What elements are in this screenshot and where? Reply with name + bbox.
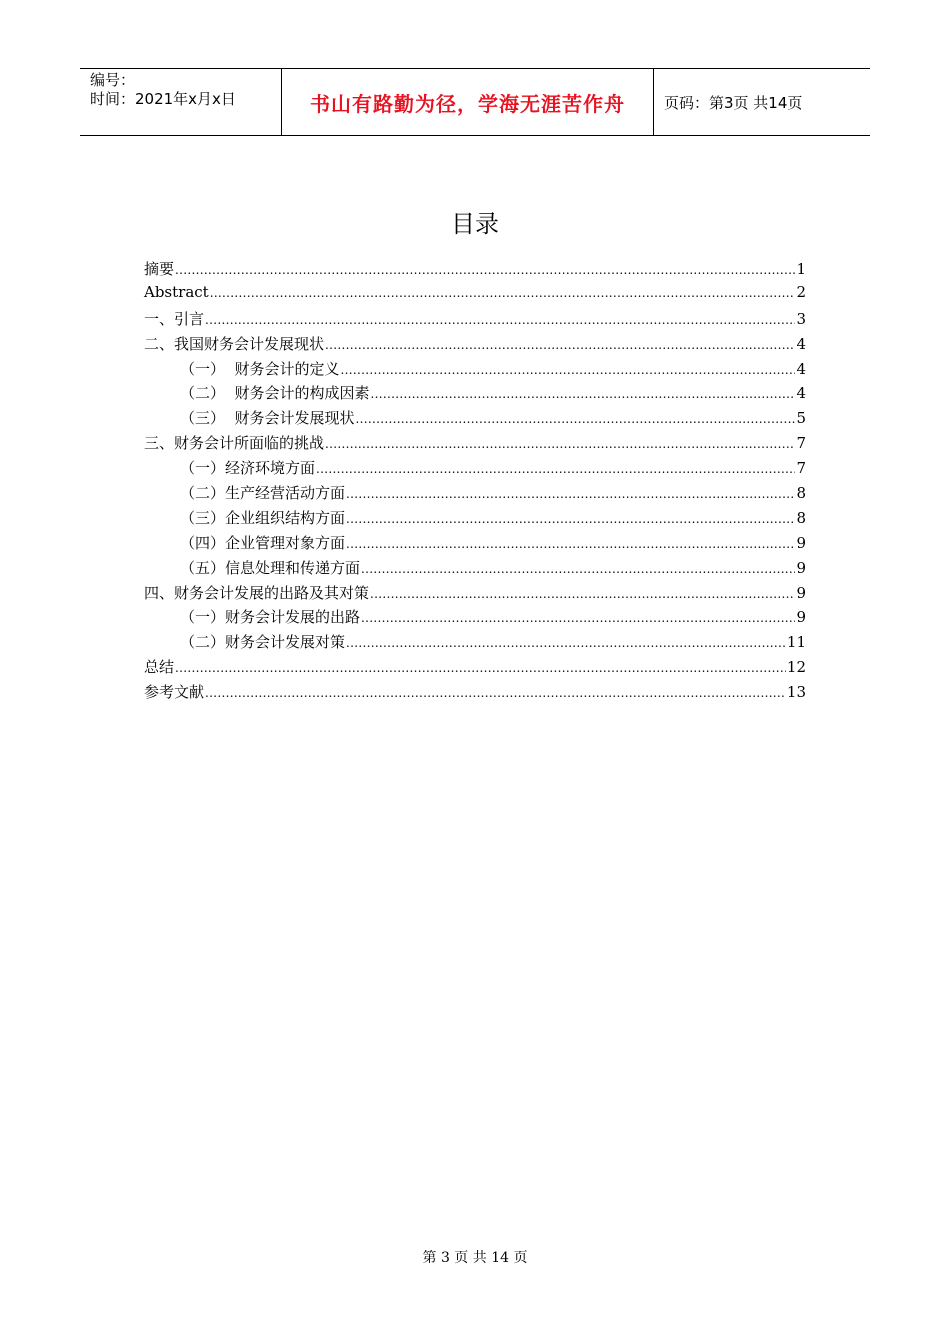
toc-leader xyxy=(346,487,795,501)
toc-leader xyxy=(361,611,795,625)
toc-entry-page: 8 xyxy=(796,484,806,503)
toc-entry-page: 4 xyxy=(796,384,806,403)
footer-page-number: 第 3 页 共 14 页 xyxy=(422,1250,528,1266)
header-page-info: 页码：第3页 共14页 xyxy=(664,93,803,112)
toc-entry-page: 5 xyxy=(796,409,806,428)
toc-entry-page: 4 xyxy=(796,334,806,353)
toc-entry-label: （五）信息处理和传递方面 xyxy=(180,558,361,577)
toc-entry[interactable] xyxy=(144,582,806,607)
toc-entry-page: 1 xyxy=(796,260,806,278)
toc-entry[interactable] xyxy=(144,482,806,507)
toc-entry[interactable] xyxy=(144,258,806,283)
toc-entry-label: Abstract xyxy=(144,282,209,301)
toc-entry[interactable] xyxy=(144,557,806,582)
toc-leader xyxy=(370,587,795,601)
toc-entry-page: 4 xyxy=(796,359,806,378)
toc-title: 目录 xyxy=(451,210,499,238)
table-of-contents xyxy=(144,258,806,706)
toc-leader xyxy=(175,661,786,675)
page-footer xyxy=(0,1247,950,1267)
toc-entry[interactable] xyxy=(144,333,806,358)
toc-leader xyxy=(175,263,795,277)
toc-entry[interactable] xyxy=(144,507,806,532)
toc-leader xyxy=(361,562,795,576)
toc-entry[interactable] xyxy=(144,457,806,482)
toc-leader xyxy=(325,437,795,451)
toc-entry[interactable] xyxy=(144,532,806,557)
header-page-cell xyxy=(654,69,870,135)
motto-text: 书山有路勤为径，学海无涯苦作舟 xyxy=(310,91,625,116)
toc-entry-label: （四）企业管理对象方面 xyxy=(180,533,346,552)
toc-entry-page: 11 xyxy=(786,633,806,652)
toc-entry-page: 7 xyxy=(796,434,806,453)
toc-entry[interactable] xyxy=(144,358,806,383)
toc-entry-label: 四、财务会计发展的出路及其对策 xyxy=(144,583,370,602)
toc-leader xyxy=(205,313,795,327)
toc-entry-label: （二）财务会计发展对策 xyxy=(180,633,346,652)
toc-leader xyxy=(346,537,795,551)
toc-entry-page: 9 xyxy=(796,583,806,602)
toc-entry-label: （二）生产经营活动方面 xyxy=(180,484,346,503)
toc-entry-label: 三、财务会计所面临的挑战 xyxy=(144,434,325,453)
toc-entry-label: （三） 财务会计发展现状 xyxy=(180,409,355,428)
header-meta-cell xyxy=(80,69,281,135)
toc-leader xyxy=(356,412,796,426)
toc-leader xyxy=(346,636,786,650)
toc-entry-page: 12 xyxy=(786,658,806,677)
toc-entry[interactable] xyxy=(144,432,806,457)
toc-leader xyxy=(346,512,795,526)
toc-entry[interactable] xyxy=(144,382,806,407)
toc-entry-label: 摘要 xyxy=(144,260,175,278)
toc-entry[interactable] xyxy=(144,407,806,432)
document-header xyxy=(80,68,870,136)
toc-entry-label: （一）经济环境方面 xyxy=(180,459,316,478)
toc-leader xyxy=(210,286,796,300)
toc-entry-page: 7 xyxy=(796,459,806,478)
toc-entry-page: 9 xyxy=(796,533,806,552)
toc-entry[interactable] xyxy=(144,656,806,681)
toc-entry-page: 3 xyxy=(796,309,806,328)
toc-entry-label: 参考文献 xyxy=(144,683,205,702)
toc-entry-page: 8 xyxy=(796,508,806,527)
toc-entry-label: （二） 财务会计的构成因素 xyxy=(180,384,370,403)
toc-leader xyxy=(341,363,796,377)
time-label: 时间：2021年x月x日 xyxy=(90,90,236,108)
toc-entry[interactable] xyxy=(144,631,806,656)
header-motto-cell xyxy=(281,69,654,135)
toc-leader xyxy=(371,387,796,401)
toc-leader xyxy=(316,462,795,476)
toc-entry-label: （三）企业组织结构方面 xyxy=(180,508,346,527)
toc-entry[interactable] xyxy=(144,681,806,706)
toc-entry-page: 2 xyxy=(796,282,806,301)
toc-entry-page: 9 xyxy=(796,558,806,577)
toc-entry-label: （一） 财务会计的定义 xyxy=(180,359,340,378)
serial-label: 编号： xyxy=(90,71,136,89)
toc-entry-page: 9 xyxy=(796,608,806,627)
toc-entry-label: （一）财务会计发展的出路 xyxy=(180,608,361,627)
toc-entry-page: 13 xyxy=(786,683,806,702)
toc-leader xyxy=(205,686,786,700)
toc-entry[interactable] xyxy=(144,308,806,333)
toc-leader xyxy=(325,338,795,352)
toc-entry-label: 一、引言 xyxy=(144,309,205,328)
toc-entry-label: 总结 xyxy=(144,658,175,677)
toc-entry[interactable] xyxy=(144,606,806,631)
toc-entry-label: 二、我国财务会计发展现状 xyxy=(144,334,325,353)
toc-entry[interactable] xyxy=(144,283,806,308)
